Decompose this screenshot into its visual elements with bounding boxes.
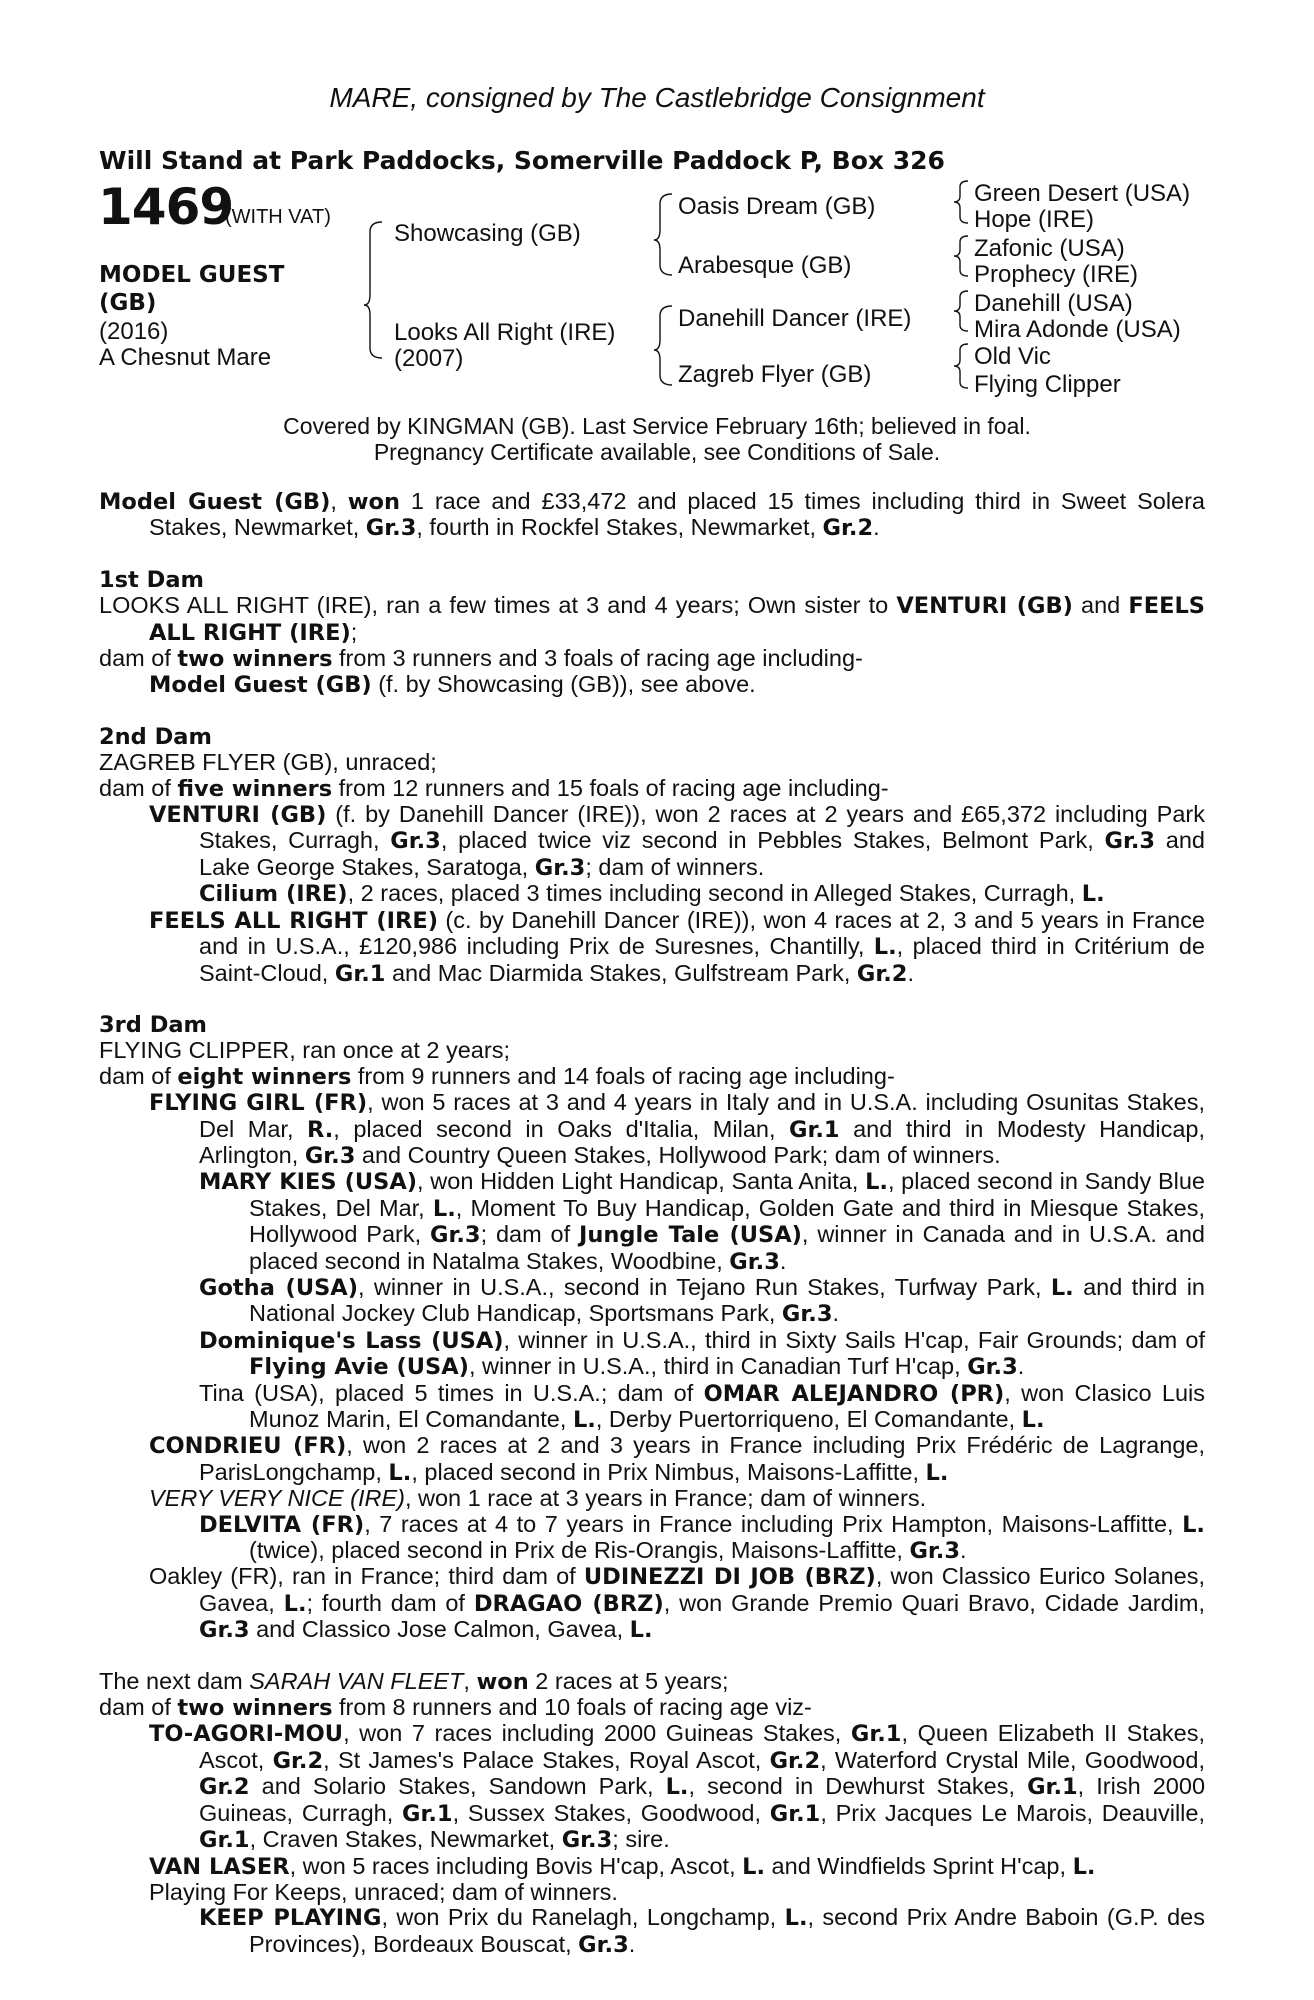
dam3-progeny-3: VERY VERY NICE (IRE), won 1 race at 3 years in France; dam of winners. xyxy=(149,1485,927,1512)
covered-note: Covered by KINGMAN (GB). Last Service February 16th; believed in foal. xyxy=(283,413,1031,439)
bracket-sd xyxy=(954,236,968,276)
pedigree-sdd: Prophecy (IRE) xyxy=(974,261,1139,288)
catalogue-header: MARE, consigned by The Castlebridge Consignment xyxy=(329,82,985,113)
dam3-heading: 3rd Dam xyxy=(99,1011,207,1038)
horse-record: Model Guest (GB), won 1 race and £33,472 and placed 15 times including third in Sweet Solera Stakes, Newmarket, Gr.3, fourth in Rockfel Stakes, Newmarket, Gr.2. xyxy=(99,488,1206,542)
pedigree-sds: Zafonic (USA) xyxy=(974,235,1125,262)
dam3-progeny-4: Oakley (FR), ran in France; third dam of UDINEZZI DI JOB (BRZ), won Classico Eurico Solanes, Gavea, L.; fourth dam of DRAGAO (BRZ), won Grande Premio Quari Bravo, Cidade Jardim, Gr.3 and Classico Jose Calmon, Gavea, L. xyxy=(149,1563,1205,1644)
pedigree-sss: Green Desert (USA) xyxy=(974,180,1191,207)
pedigree-dsd: Mira Adonde (USA) xyxy=(974,316,1181,343)
dam1-entry: LOOKS ALL RIGHT (IRE), ran a few times at 3 and 4 years; Own sister to VENTURI (GB) and FEELS ALL RIGHT (IRE); xyxy=(99,592,1205,646)
dam3-progeny-1d: Tina (USA), placed 5 times in U.S.A.; dam of OMAR ALEJANDRO (PR), won Clasico Luis Munoz Marin, El Comandante, L., Derby Puertorriqueno, El Comandante, L. xyxy=(199,1379,1206,1433)
pedigree-sire-dam: Arabesque (GB) xyxy=(678,252,852,279)
stand-location: Will Stand at Park Paddocks, Somerville Paddock P, Box 326 xyxy=(99,146,945,175)
pedigree-ssd: Hope (IRE) xyxy=(974,206,1095,233)
bracket-ss xyxy=(954,181,968,223)
dam3-progeny-3a: DELVITA (FR), 7 races at 4 to 7 years in France including Prix Hampton, Maisons-Laffitte, L. (twice), placed second in Prix de Ris-Orangis, Maisons-Laffitte, Gr.3. xyxy=(199,1510,1205,1565)
bracket-sire xyxy=(654,194,672,275)
next-dam-progeny-3: Playing For Keeps, unraced; dam of winners. xyxy=(149,1878,618,1905)
catalogue-body xyxy=(99,489,1205,1958)
dam3-progeny-1a: MARY KIES (USA), won Hidden Light Handicap, Santa Anita, L., placed second in Sandy Blue Stakes, Del Mar, L., Moment To Buy Handicap, Golden Gate and third in Miesque Stakes, Hollywood Park, Gr.3; dam of Jungle Tale (USA), winner in Canada and in U.S.A. and placed second in Natalma Stakes, Woodbine, Gr.3. xyxy=(199,1168,1205,1275)
dam2-progeny-1: VENTURI (GB) (f. by Danehill Dancer (IRE)), won 2 races at 2 years and £65,372 including Park Stakes, Curragh, Gr.3, placed twice viz second in Pebbles Stakes, Belmont Park, Gr.3 and Lake George Stakes, Saratoga, Gr.3; dam of winners. xyxy=(149,801,1205,881)
dam3-progeny-1: FLYING GIRL (FR), won 5 races at 3 and 4 years in Italy and in U.S.A. including Osunitas Stakes, Del Mar, R., placed second in Oaks d'Italia, Milan, Gr.1 and third in Modesty Handicap, Arlington, Gr.3 and Country Queen Stakes, Hollywood Park; dam of winners. xyxy=(149,1089,1205,1169)
dam2-progeny-2: FEELS ALL RIGHT (IRE) (c. by Danehill Dancer (IRE)), won 4 races at 2, 3 and 5 years in France and in U.S.A., £120,986 including Prix de Suresnes, Chantilly, L., placed third in Critérium de Saint-Cloud, Gr.1 and Mac Diarmida Stakes, Gulfstream Park, Gr.2. xyxy=(149,906,1206,987)
dam3-progeny-1b: Gotha (USA), winner in U.S.A., second in Tejano Run Stakes, Turfway Park, L. and third in National Jockey Club Handicap, Sportsmans Park, Gr.3. xyxy=(199,1273,1205,1328)
bracket-dd xyxy=(954,344,968,388)
pedigree-sire: Showcasing (GB) xyxy=(394,220,581,247)
next-dam-progeny-2: VAN LASER, won 5 races including Bovis H'cap, Ascot, L. and Windfields Sprint H'cap, L. xyxy=(149,1852,1096,1880)
next-dam-progeny-3a: KEEP PLAYING, won Prix du Ranelagh, Longchamp, L., second Prix Andre Baboin (G.P. des Provinces), Bordeaux Bouscat, Gr.3. xyxy=(199,1904,1205,1958)
pedigree-brackets xyxy=(0,0,1314,420)
dam1-progeny-1: Model Guest (GB) (f. by Showcasing (GB)), see above. xyxy=(149,671,756,699)
horse-description: A Chesnut Mare xyxy=(99,344,272,371)
horse-name-suffix: (GB) xyxy=(99,290,157,316)
dam3-progeny-2: CONDRIEU (FR), won 2 races at 2 and 3 years in France including Prix Frédéric de Lagrange, ParisLongchamp, L., placed second in Prix Nimbus, Maisons-Laffitte, L. xyxy=(149,1432,1205,1486)
dam1-heading: 1st Dam xyxy=(99,566,204,593)
dam2-entry: ZAGREB FLYER (GB), unraced; xyxy=(99,749,437,776)
pedigree-dam: Looks All Right (IRE) xyxy=(394,319,616,346)
pedigree-dss: Danehill (USA) xyxy=(974,290,1133,317)
pedigree-ddd: Flying Clipper xyxy=(974,371,1121,398)
bracket-ds xyxy=(954,291,968,331)
pedigree-sire-sire: Oasis Dream (GB) xyxy=(678,193,876,220)
bracket-main xyxy=(364,222,382,358)
pedigree-dam-dam: Zagreb Flyer (GB) xyxy=(678,361,872,388)
pedigree-dam-year: (2007) xyxy=(394,345,464,372)
next-dam-progeny-1: TO-AGORI-MOU, won 7 races including 2000 Guineas Stakes, Gr.1, Queen Elizabeth II Stakes, Ascot, Gr.2, St James's Palace Stakes, Royal Ascot, Gr.2, Waterford Crystal Mile, Goodwood, Gr.2 and Solario Stakes, Sandown Park, L., second in Dewhurst Stakes, Gr.1, Irish 2000 Guineas, Curragh, Gr.1, Sussex Stakes, Goodwood, Gr.1, Prix Jacques Le Marois, Deauville, Gr.1, Craven Stakes, Newmarket, Gr.3; sire. xyxy=(149,1720,1206,1854)
dam3-produce: dam of eight winners from 9 runners and 14 foals of racing age including- xyxy=(99,1062,895,1090)
bracket-dam xyxy=(654,306,672,385)
horse-name: MODEL GUEST xyxy=(99,262,285,288)
dam2-progeny-1a: Cilium (IRE), 2 races, placed 3 times including second in Alleged Stakes, Curragh, L. xyxy=(199,880,1105,908)
dam3-progeny-1c: Dominique's Lass (USA), winner in U.S.A., third in Sixty Sails H'cap, Fair Grounds; dam of Flying Avie (USA), winner in U.S.A., third in Canadian Turf H'cap, Gr.3. xyxy=(199,1326,1205,1381)
dam3-entry: FLYING CLIPPER, ran once at 2 years; xyxy=(99,1037,510,1064)
lot-number: 1469 xyxy=(98,178,234,236)
horse-year: (2016) xyxy=(99,318,169,345)
record-name: Model Guest (GB) xyxy=(99,489,331,515)
pregnancy-note: Pregnancy Certificate available, see Conditions of Sale. xyxy=(373,439,941,465)
next-dam-entry: The next dam SARAH VAN FLEET, won 2 races at 5 years; xyxy=(99,1667,729,1695)
next-dam-produce: dam of two winners from 8 runners and 10 foals of racing age viz- xyxy=(99,1694,812,1722)
pedigree-dds: Old Vic xyxy=(974,343,1051,370)
pedigree-dam-sire: Danehill Dancer (IRE) xyxy=(678,305,912,332)
dam1-produce: dam of two winners from 3 runners and 3 foals of racing age including- xyxy=(99,645,863,673)
vat-note: (WITH VAT) xyxy=(225,206,331,228)
dam2-produce: dam of five winners from 12 runners and 15 foals of racing age including- xyxy=(99,774,889,802)
dam2-heading: 2nd Dam xyxy=(99,723,212,750)
